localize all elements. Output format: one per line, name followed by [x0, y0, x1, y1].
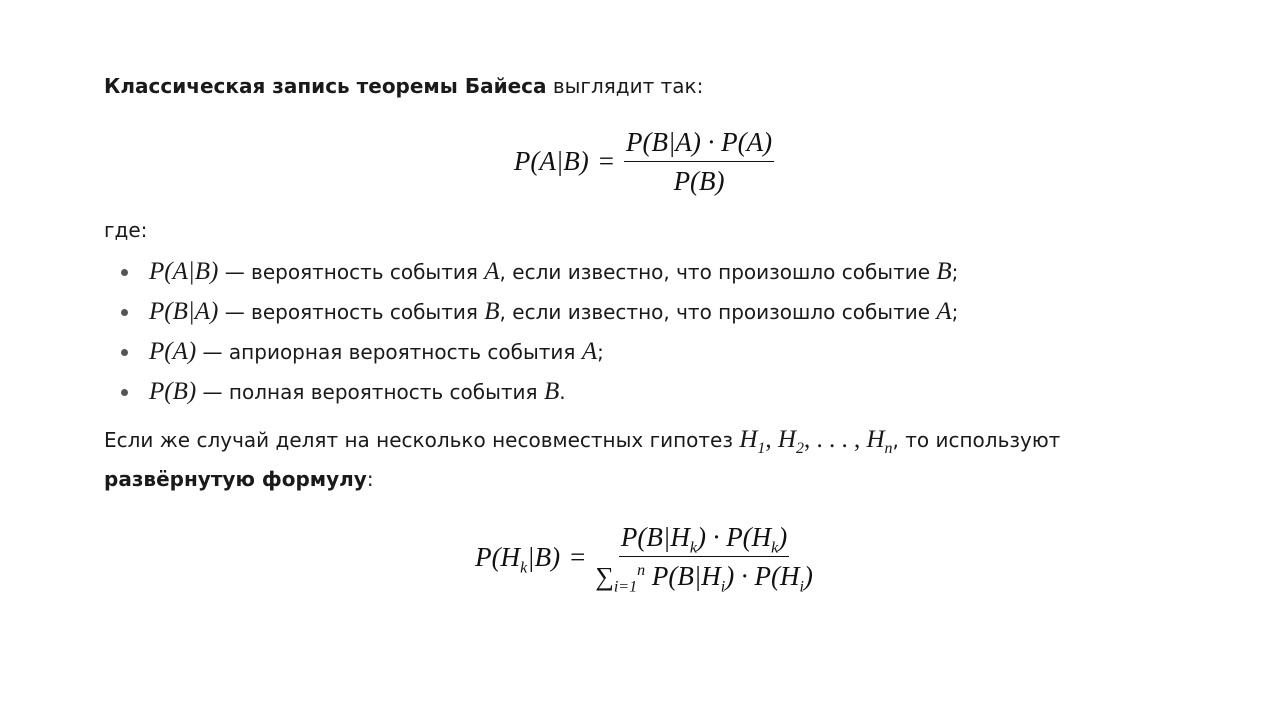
hypotheses-math: $H_1$, $H_2$, . . . , $H_n$ — [739, 426, 893, 457]
intro-paragraph — [104, 70, 1184, 102]
definition-item — [149, 372, 1184, 412]
hypotheses-paragraph — [104, 420, 1184, 499]
definition-symbol: P(A) — [149, 338, 197, 365]
expanded-formula-denominator: $\sum_{i=1}^n$ $P(B|H_i) \cdot P(H_i)$ — [595, 561, 813, 596]
definition-text: . — [559, 380, 566, 404]
hypotheses-text: Если же случай делят на несколько несовместных гипотез — [104, 428, 740, 452]
definition-symbol: P(B|A) — [149, 298, 219, 325]
definition-text: — полная вероятность события — [196, 380, 544, 404]
hypotheses-end: : — [366, 467, 374, 491]
expanded-formula-fraction — [595, 520, 813, 594]
expanded-formula-numerator: $P(B|H_k) \cdot P(H_k)$ — [620, 522, 788, 557]
definition-item — [149, 332, 1184, 372]
definition-text: , если известно, что произошло событие — [499, 300, 937, 324]
definition-var: B — [543, 378, 560, 405]
definitions-list — [104, 252, 1184, 412]
intro-bold-text: Классическая запись теоремы Байеса — [104, 74, 547, 98]
definition-text: — вероятность события — [218, 300, 485, 324]
definition-var: A — [484, 258, 500, 285]
definition-var: A — [936, 298, 952, 325]
bayes-formula-numerator: P(B|A) · P(A) — [624, 125, 774, 162]
definition-symbol: P(B) — [149, 378, 197, 405]
definition-symbol: P(A|B) — [149, 258, 219, 285]
bayes-formula — [104, 118, 1184, 204]
definition-var: B — [484, 298, 500, 325]
definition-text: ; — [951, 260, 959, 284]
intro-text: выглядит так: — [546, 74, 704, 98]
bayes-formula-denominator: P(B) — [673, 165, 725, 196]
definition-item — [149, 292, 1184, 332]
sum-symbol: ∑ — [595, 562, 614, 591]
where-label: где: — [104, 218, 148, 242]
expanded-formula-lhs: $P(H_k|B)$ — [475, 542, 561, 577]
bayes-formula-fraction — [624, 125, 774, 198]
definition-item — [149, 252, 1184, 292]
article-content — [104, 70, 1184, 597]
definition-text: ; — [951, 300, 959, 324]
definition-text: — априорная вероятность события — [196, 340, 582, 364]
definition-text: ; — [597, 340, 604, 364]
definition-var: A — [581, 338, 598, 365]
definition-text: , если известно, что произошло событие — [499, 260, 937, 284]
expanded-formula-equals: = — [570, 542, 586, 572]
expanded-formula-bold: развёрнутую формулу — [104, 467, 367, 491]
definition-text: — вероятность события — [218, 260, 485, 284]
bayes-formula-equals: = — [598, 146, 614, 176]
expanded-bayes-formula — [104, 517, 1184, 597]
hypotheses-text-after: , то используют — [892, 428, 1061, 452]
bayes-formula-lhs: P(A|B) — [513, 146, 589, 176]
definition-var: B — [936, 258, 952, 285]
